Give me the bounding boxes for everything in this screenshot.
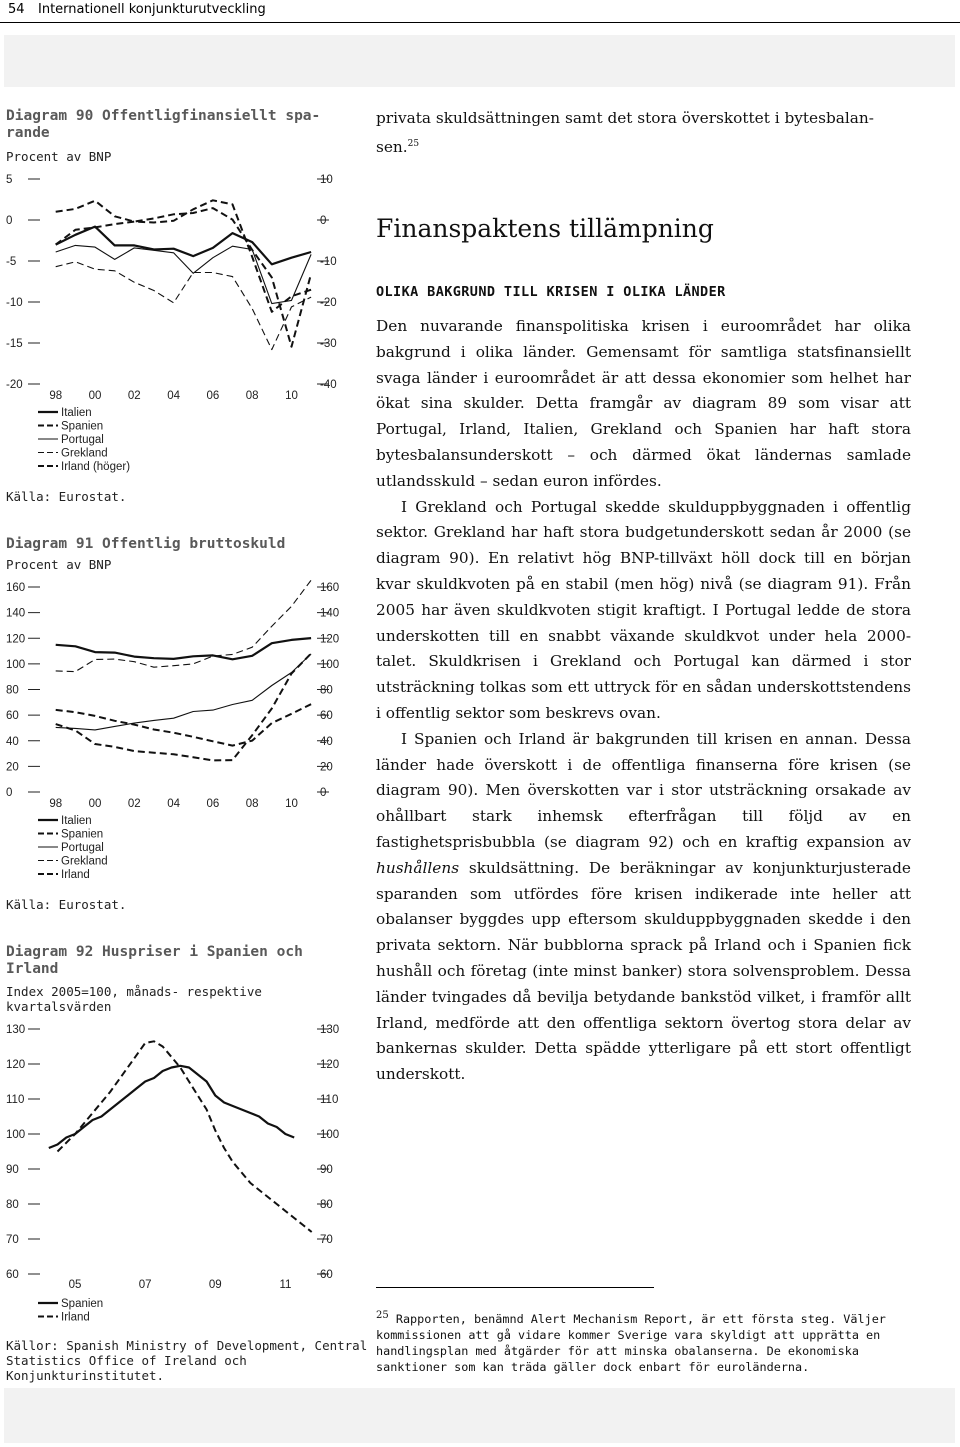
diagram-90-source: Källa: Eurostat.: [6, 489, 127, 504]
diagram-91-title: Diagram 91 Offentlig bruttoskuld: [6, 536, 286, 552]
diagram-92-title: [6, 944, 303, 978]
right-tick-label: 130: [320, 1024, 340, 1036]
x-tick-label: 05: [68, 1279, 82, 1291]
left-tick-label: 100: [6, 1129, 26, 1141]
left-tick-label: 60: [6, 1269, 19, 1281]
x-tick-label: 04: [167, 798, 180, 810]
left-tick-label: 0: [6, 215, 13, 227]
series-line-irland: [56, 653, 311, 760]
x-tick-label: 04: [167, 390, 180, 402]
right-tick-label: 20: [320, 761, 333, 774]
series-line-spanien: [56, 704, 311, 745]
series-line-portugal: [56, 245, 311, 303]
x-tick-label: 08: [245, 390, 259, 402]
intro-line-2: [376, 132, 911, 161]
footnote-divider: [376, 1287, 654, 1288]
left-tick-label: 5: [6, 174, 13, 186]
left-tick-label: 110: [6, 1094, 25, 1106]
series-line-italien: [56, 638, 311, 659]
paragraph-1: Den nuvarande finanspolitiska krisen i euroområdet har olika bakgrund i olika länder. Gemensamt för samtliga statsfinansiellt svaga länder i euroområdet är att dessa ekonomier som helhet har ökat sina skulder. Detta framgår av diagram 89 som visar att Portugal, Irland, Italien, Grekland och Spanien har haft stora bytesbalansunderskott – och därmed ökat ländernas samlade utlandsskuld – sedan euron infördes.: [376, 317, 911, 490]
left-tick-label: -10: [6, 297, 23, 309]
right-tick-label: 120: [320, 1059, 340, 1071]
right-tick-label: -30: [320, 338, 337, 350]
legend-label: Irland (höger): [61, 461, 131, 473]
x-tick-label: 10: [285, 390, 298, 402]
left-tick-label: -5: [6, 256, 17, 268]
right-tick-label: 100: [320, 1129, 340, 1141]
diagram-90-title-line1: Diagram 90 Offentligfinansiellt spa-: [6, 108, 321, 124]
right-tick-label: 100: [320, 658, 340, 671]
series-line-spanien: [56, 200, 311, 311]
body-text: [376, 314, 911, 1088]
diagram-91-chart: [0, 576, 360, 888]
legend-label: Italien: [61, 407, 92, 419]
legend-label: Grekland: [61, 447, 108, 460]
x-tick-label: 06: [206, 798, 220, 810]
x-tick-label: 02: [127, 390, 141, 402]
diagram-92-source: [6, 1338, 367, 1383]
left-tick-label: 70: [6, 1234, 19, 1246]
paragraph-3-b: skuldsättning. De beräkningar av konjunkturjusterade sparanden som utfördes före krisen indikerade inte heller att obalanser byggdes upp eftersom skulduppbyggnaden skedde i den privata sektorn. När bubblorna sprack på Irland och i Spanien fick hushåll och företag (inte minst banker) stora solvensproblem. Dessa länder tvingades då bevilja betydande bankstöd vilket, i framför allt Irland, medförde att den offentliga sektorn övertog stora delar av bankernas skulder. Detta spädde ytterligare på ett stort offentligt underskott.: [376, 858, 911, 1084]
header-divider: [0, 22, 960, 23]
intro-line-2-text: sen.: [376, 137, 408, 156]
paragraph-3: [376, 727, 911, 1088]
footnote-number: 25: [376, 1310, 389, 1321]
legend-label: Spanien: [61, 1298, 104, 1310]
left-tick-label: -20: [6, 379, 23, 391]
legend-label: Portugal: [61, 434, 104, 446]
left-tick-label: 0: [6, 787, 13, 799]
diagram-92-source-line2: Statistics Office of Ireland och: [6, 1353, 247, 1368]
diagram-90-title: [6, 108, 320, 142]
legend-label: Italien: [61, 815, 92, 827]
x-tick-label: 09: [208, 1279, 222, 1291]
left-tick-label: 40: [6, 735, 19, 748]
right-tick-label: -10: [320, 256, 337, 268]
series-line-italien: [56, 227, 311, 265]
diagram-92-subtitle: [6, 984, 262, 1014]
legend-label: Portugal: [61, 842, 104, 854]
x-tick-label: 98: [49, 798, 63, 810]
paragraph-3-em: hushållens: [376, 858, 460, 877]
series-line-spanien: [49, 1066, 294, 1148]
x-tick-label: 07: [138, 1279, 152, 1291]
right-tick-label: 10: [320, 174, 333, 186]
legend-label: Irland: [61, 869, 90, 881]
left-tick-label: 120: [6, 633, 26, 646]
legend-label: Spanien: [61, 828, 104, 841]
left-tick-label: 80: [6, 684, 19, 697]
x-tick-label: 10: [285, 798, 298, 810]
left-tick-label: 80: [6, 1199, 19, 1211]
diagram-90-title-line2: rande: [6, 125, 50, 141]
left-tick-label: 160: [6, 582, 26, 594]
right-tick-label: 80: [320, 1199, 333, 1211]
left-tick-label: 20: [6, 761, 19, 774]
right-tick-label: -20: [320, 297, 337, 309]
paragraph-3-a: I Spanien och Irland är bakgrunden till krisen en annan. Dessa länder hade överskott i de offentliga finanserna före krisen (se diagram 90). Men överskotten var i stor utsträckning orsakade av ohållbart stark inhemsk efterfrågan till följd av en fastighetsprisbubbla (se diagram 92) och en kraftig expansion av: [376, 729, 911, 851]
right-tick-label: 120: [320, 633, 340, 646]
right-tick-label: 40: [320, 735, 333, 748]
subsection-heading: OLIKA BAKGRUND TILL KRISEN I OLIKA LÄNDER: [376, 284, 726, 300]
legend-label: Grekland: [61, 855, 108, 868]
x-tick-label: 02: [127, 798, 141, 810]
left-tick-label: 100: [6, 658, 26, 671]
left-tick-label: 130: [6, 1024, 26, 1036]
left-tick-label: -15: [6, 338, 23, 350]
right-tick-label: 60: [320, 1269, 333, 1281]
diagram-90-chart: [0, 168, 360, 478]
diagram-92-source-line3: Konjunkturinstitutet.: [6, 1368, 165, 1383]
right-tick-label: 140: [320, 607, 340, 620]
x-tick-label: 11: [279, 1279, 292, 1291]
section-heading: Finanspaktens tillämpning: [376, 214, 714, 243]
legend-label: Irland: [61, 1311, 90, 1324]
diagram-92-chart: [0, 1018, 360, 1330]
left-tick-label: 140: [6, 607, 26, 620]
series-line-irland-höger-: [56, 201, 311, 347]
x-tick-label: 08: [245, 798, 259, 810]
right-tick-label: 0: [320, 787, 327, 799]
footnote: [376, 1308, 911, 1375]
right-tick-label: 160: [320, 582, 340, 594]
footnote-ref-25[interactable]: 25: [407, 138, 420, 149]
left-tick-label: 90: [6, 1164, 19, 1176]
diagram-92-source-line1: Källor: Spanish Ministry of Development, Central: [6, 1338, 368, 1353]
right-tick-label: 70: [320, 1234, 333, 1246]
right-tick-label: 0: [320, 215, 327, 227]
diagram-91-subtitle: Procent av BNP: [6, 557, 112, 572]
running-title: Internationell konjunkturutveckling: [38, 2, 266, 17]
x-tick-label: 98: [49, 390, 63, 402]
diagram-91-source: Källa: Eurostat.: [6, 897, 127, 912]
legend-label: Spanien: [61, 420, 104, 433]
paragraph-2: I Grekland och Portugal skedde skulduppbyggnaden i offentlig sektor. Grekland har haft stora budgetunderskott sedan år 2000 (se diagram 90). En relativt hög BNP-tillväxt höll dock till en början kvar skuldkvoten på en stabil (men hög) nivå (se diagram 91). Från 2005 har även skuldkvoten stigit kraftigt. I Portugal ledde de stora underskotten till en snabbt växande skuldkvot under hela 2000-talet. Skuldkrisen i Grekland och Portugal kan därmed i stor utsträckning tolkas som ett uttryck för en sådan underskottstendens i offentlig sektor som beskrevs ovan.: [376, 497, 911, 722]
diagram-92-subtitle-line2: kvartalsvärden: [6, 999, 112, 1014]
diagram-92-title-line1: Diagram 92 Huspriser i Spanien och: [6, 944, 303, 960]
top-grey-band: [4, 35, 955, 87]
right-tick-label: 90: [320, 1164, 333, 1176]
series-line-grekland: [56, 262, 311, 350]
page-number: 54: [8, 2, 25, 17]
x-tick-label: 06: [206, 390, 220, 402]
left-tick-label: 120: [6, 1059, 26, 1071]
right-tick-label: 60: [320, 710, 333, 723]
footnote-text: Rapporten, benämnd Alert Mechanism Report, är ett första steg. Väljer kommissionen att gå vidare kommer Sverige vara skyldigt att upprätta en handlingsplan med åtgärder för att minska obalanserna. De ekonomiska sanktioner som kan träda gäller dock enbart för euroländerna.: [376, 1311, 886, 1374]
right-tick-label: 110: [320, 1094, 339, 1106]
bottom-grey-band: [4, 1388, 955, 1443]
page-header: [0, 0, 960, 22]
intro-paragraph: [376, 106, 911, 161]
series-line-irland: [58, 1041, 312, 1232]
diagram-90-subtitle: Procent av BNP: [6, 149, 112, 164]
diagram-92-title-line2: Irland: [6, 961, 59, 977]
x-tick-label: 00: [88, 798, 102, 810]
right-tick-label: 80: [320, 684, 333, 697]
left-tick-label: 60: [6, 710, 19, 723]
intro-line-1: privata skuldsättningen samt det stora överskottet i bytesbalan-: [376, 109, 874, 127]
diagram-92-subtitle-line1: Index 2005=100, månads- respektive: [6, 984, 262, 999]
x-tick-label: 00: [88, 390, 102, 402]
right-tick-label: -40: [320, 379, 337, 391]
